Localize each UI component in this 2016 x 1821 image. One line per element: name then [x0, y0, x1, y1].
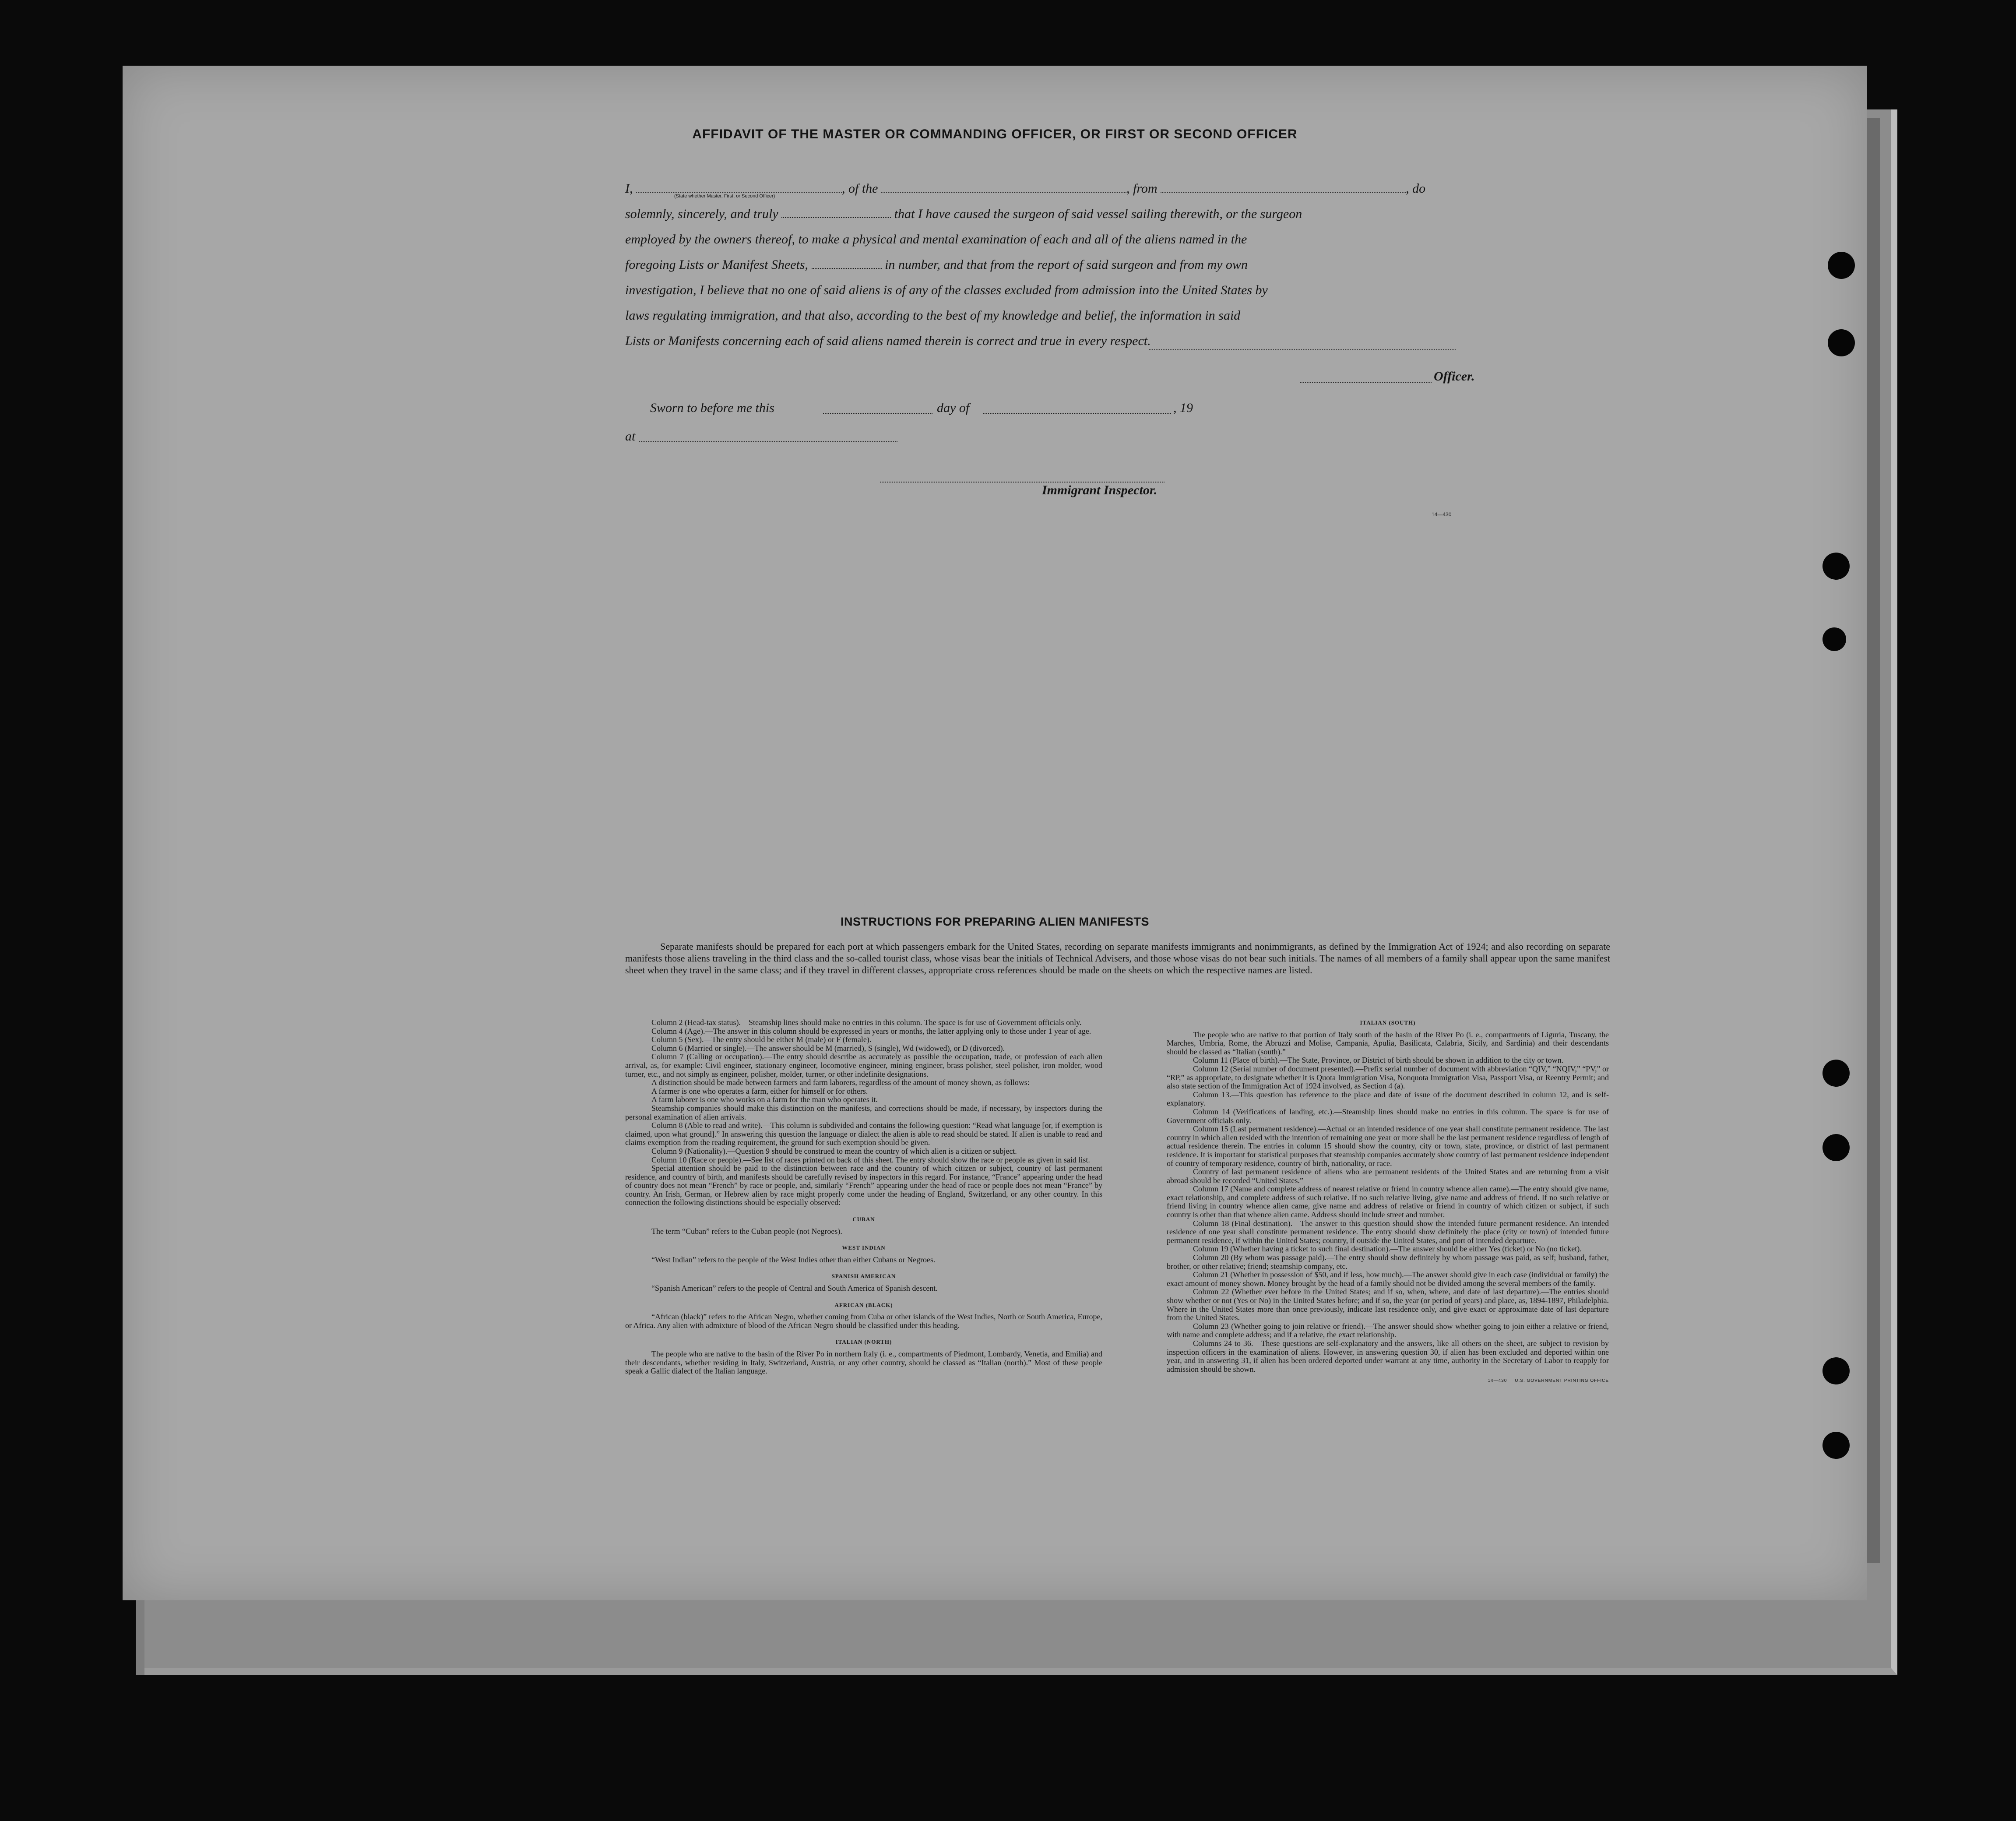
binder-hole [1822, 1357, 1850, 1384]
sworn-month-line[interactable] [983, 413, 1171, 414]
affidavit-line4a: foregoing Lists or Manifest Sheets, [625, 257, 809, 272]
affidavit-line6: laws regulating immigration, and that also, according to the best of my knowledge and belief, the information in said [625, 308, 1241, 323]
footer-printer: U.S. GOVERNMENT PRINTING OFFICE [1515, 1378, 1609, 1384]
port-from-blank[interactable] [1161, 181, 1406, 193]
instructions-left-column [625, 1018, 1102, 1376]
vessel-name-blank[interactable] [881, 181, 1126, 193]
binder-hole [1822, 553, 1850, 580]
instructions-right-column [1167, 1018, 1609, 1385]
affidavit-text [625, 176, 1610, 354]
binder-hole [1822, 627, 1846, 651]
footer-form-number: 14—430 [1488, 1378, 1507, 1384]
cuban-heading: CUBAN [852, 1216, 875, 1223]
instruction-paragraph: Column 4 (Age).—The answer in this column should be expressed in years or months, the latter applying only to those under 1 year of age. [651, 1026, 1091, 1036]
affidavit-line4b: in number, and that from the report of said surgeon and from my own [885, 257, 1248, 272]
affidavit-i: I, [625, 181, 633, 196]
instruction-paragraph: A distinction should be made between farmers and farm laborers, regardless of the amount of money shown, as follows: [651, 1078, 1030, 1087]
instruction-paragraph: Column 19 (Whether having a ticket to such final destination).—The answer should be either Yes (ticket) or No (no ticket). [1193, 1244, 1582, 1254]
spanish-american-heading: SPANISH AMERICAN [831, 1273, 896, 1280]
sworn-day-of: day of [937, 401, 970, 415]
west-indian-heading: WEST INDIAN [842, 1244, 886, 1251]
sheet-edge [1867, 118, 1880, 1563]
instruction-paragraph: A farmer is one who operates a farm, either for himself or for others. [651, 1086, 868, 1095]
instruction-paragraph: A farm laborer is one who works on a farm for the man who operates it. [651, 1095, 878, 1104]
binder-hole [1828, 329, 1855, 356]
oath-blank[interactable] [781, 207, 891, 218]
italian-north-heading: ITALIAN (NORTH) [835, 1338, 892, 1345]
instructions-intro: Separate manifests should be prepared for each port at which passengers embark for the United States, recording on separate manifests immigrants and nonimmigrants, as defined by the Immigration Act of 1924; and also recording on separate manifests those aliens traveling in the third class and the so-called tourist class, whose visas bear the initials of Technical Advisers, and those whose visas do not bear such initials. The names of all members of a family shall appear upon the same manifest sheet when they travel in the same class; and if they travel in different classes, appropriate cross references should be made on the sheets on which the respective names are listed. [625, 941, 1610, 976]
instruction-paragraph: Column 23 (Whether going to join relative or friend).—The answer should show whether going to join either a relative or friend, with name and complete address; and if a relative, the exact relationship. [1167, 1321, 1609, 1339]
instruction-paragraph: Column 13.—This question has reference to the place and date of issue of the document described in column 12, and is self-explanatory. [1167, 1090, 1609, 1108]
instruction-paragraph: Column 21 (Whether in possession of $50, and if less, how much).—The answer should give in each case (individual or family) the exact amount of money shown. Money brought by the head of a family should not be divided among the several members of the family. [1167, 1270, 1609, 1288]
affidavit-line5: investigation, I believe that no one of said aliens is of any of the classes excluded from admission into the United States by [625, 283, 1268, 297]
inspector-label: Immigrant Inspector. [1042, 483, 1158, 497]
instruction-paragraph: Column 17 (Name and complete address of nearest relative or friend in country whence alien came).—The entry should give name, exact relationship, and complete address of such relative. If no such relative living, give name and address of friend. If no such relative or friend living in country whence alien came, give name and address of relative or friend in country of which citizen or subject, if such country is other than that whence alien came. Address should include street and number. [1167, 1184, 1609, 1219]
sworn-year: , 19 [1173, 401, 1193, 415]
instruction-paragraph: Column 14 (Verifications of landing, etc.).—Steamship lines should make no entries in this column. The space is for use of Government officials only. [1167, 1107, 1609, 1125]
affidavit-of-the: , of the [842, 181, 878, 196]
cuban-text: The term “Cuban” refers to the Cuban people (not Negroes). [651, 1226, 842, 1236]
instruction-paragraph: Column 10 (Race or people).—See list of races printed on back of this sheet. The entry should show the race or people as given in said list. [651, 1155, 1090, 1164]
instruction-paragraph: Column 20 (By whom was passage paid).—The entry should show definitely by whom passage was paid, as self; husband, father, brother, or other relative; friend; steamship company, etc. [1167, 1253, 1609, 1271]
instruction-paragraph: The people who are native to that portion of Italy south of the basin of the River Po (i. e., compartments of Liguria, Tuscany, the Marches, Umbria, Rome, the Abruzzi and Molise, Campania, Apulia, Basilicata, Calabria, Sicily, and Sardinia) and their descendants should be classed as “Italian (south).” [1167, 1030, 1609, 1056]
instruction-paragraph: Column 8 (Able to read and write).—This column is subdivided and contains the following question: “Read what language [or, if exemption is claimed, upon what ground].” In answering this question the language or dialect the alien is able to read should be stated. If alien is unable to read and claims exemption from the reading requirement, the ground for such exemption should be given. [625, 1121, 1102, 1147]
signature-line[interactable] [1149, 349, 1456, 350]
instruction-paragraph: Column 5 (Sex).—The entry should be either M (male) or F (female). [651, 1035, 872, 1044]
instruction-paragraph: Special attention should be paid to the distinction between race and the country of which citizen or subject, country of last permanent residence, and country of birth, and manifests should be carefully revised by inspectors in this regard. For instance, “France” appearing under the head of country does not mean “French” by race or people, and, similarly “French” appearing under the head of race or people does not mean “France” by country. An Irish, German, or Hebrew alien by race might properly come under the heading of England, Switzerland, or any other country. In this connection the following distinctions should be especially observed: [625, 1164, 1102, 1207]
instruction-paragraph: Column 12 (Serial number of document presented).—Prefix serial number of document with abbreviation “QIV,” “NQIV,” “PV,” or “RP,” as appropriate, to designate whether it is Quota Immigration Visa, Nonquota Immigration Visa, Passport Visa, or Reentry Permit; and also state section of the Immigration Act of 1924 involved, as Section 4 (a). [1167, 1064, 1609, 1091]
sheet-count-blank[interactable] [812, 257, 882, 269]
instruction-paragraph: Column 11 (Place of birth).—The State, Province, or District of birth should be shown in addition to the city or town. [1193, 1056, 1564, 1065]
instruction-paragraph: Column 15 (Last permanent residence).—Actual or an intended residence of one year shall constitute permanent residence. The last country in which alien resided with the intention of remaining one year or more shall be the last permanent residence regardless of length of actual residence therein. The entries in column 15 should show the country, city or town, state, province, or district of last permanent residence. It is important for statistical purposes that steamship companies accurately show country of last permanent residence independent of country of temporary residence, country of birth, nationality, or race. [1167, 1124, 1609, 1168]
instruction-paragraph: Column 9 (Nationality).—Question 9 should be construed to mean the country of which alien is a citizen or subject. [651, 1146, 1017, 1155]
form-number: 14—430 [1432, 511, 1452, 518]
affidavit-line2b: that I have caused the surgeon of said vessel sailing therewith, or the surgeon [894, 207, 1302, 221]
page-footer [1167, 1375, 1609, 1385]
affidavit-line7: Lists or Manifests concerning each of said aliens named therein is correct and true in every respect. [625, 334, 1151, 348]
instruction-paragraph: Column 7 (Calling or occupation).—The entry should describe as accurately as possible the occupation, trade, or profession of each alien arrival, as, for example: Civil engineer, stationary engineer, locomotive engineer, mining engineer, brass polisher, steel polisher, iron molder, wood turner, etc., and not simply as engineer, polisher, molder, turner, or other indefinite designations. [625, 1052, 1102, 1078]
officer-label: Officer. [1434, 369, 1475, 384]
african-heading: AFRICAN (BLACK) [834, 1301, 893, 1308]
manifest-page [123, 66, 1867, 1600]
sworn-label: Sworn to before me this [650, 401, 774, 415]
affidavit-title: AFFIDAVIT OF THE MASTER OR COMMANDING OFFICER, OR FIRST OR SECOND OFFICER [692, 127, 1298, 141]
affidavit-do: , do [1406, 181, 1426, 196]
officer-rank-note: (State whether Master, First, or Second Officer) [674, 194, 775, 199]
binder-hole [1828, 252, 1855, 279]
sworn-day-line[interactable] [823, 413, 932, 414]
instructions-title: INSTRUCTIONS FOR PREPARING ALIEN MANIFESTS [840, 915, 1150, 928]
west-indian-text: “West Indian” refers to the people of the West Indies other than either Cubans or Negroes. [651, 1255, 936, 1264]
inspector-signature-line[interactable] [880, 482, 1165, 483]
officer-title-line[interactable] [1300, 382, 1432, 383]
instruction-paragraph: Column 6 (Married or single).—The answer should be M (married), S (single), Wd (widowed), or D (divorced). [651, 1043, 1005, 1053]
instruction-paragraph: Column 18 (Final destination).—The answer to this question should show the intended future permanent residence. An intended residence of one year shall constitute permanent residence. The entry should show definitely the place (city or town) of intended future permanent residence, if within the United States; country, if outside the United States, and port of intended departure. [1167, 1219, 1609, 1245]
instruction-paragraph: Column 2 (Head-tax status).—Steamship lines should make no entries in this column. The space is for use of Government officials only. [651, 1018, 1082, 1027]
at-label: at [625, 429, 636, 444]
instruction-paragraph: Country of last permanent residence of aliens who are permanent residents of the United States and are returning from a visit abroad should be recorded “United States.” [1167, 1167, 1609, 1185]
affidavit-line2a: solemnly, sincerely, and truly [625, 207, 778, 221]
officer-name-blank[interactable] [636, 181, 842, 193]
affidavit-from: , from [1126, 181, 1158, 196]
italian-north-text: The people who are native to the basin of the River Po in northern Italy (i. e., compartments of Piedmont, Lombardy, Venetia, and Emilia) and their descendants, whether residing in Italy, Switzerland, Austria, or any other country, should be classed as “Italian (north).” Most of these people speak a Gallic dialect of the Italian language. [625, 1349, 1102, 1376]
binder-hole [1822, 1134, 1850, 1161]
italian-south-heading: ITALIAN (SOUTH) [1360, 1019, 1416, 1026]
sworn-place-line[interactable] [639, 441, 897, 442]
binder-hole [1822, 1060, 1850, 1087]
instruction-paragraph: Column 22 (Whether ever before in the United States; and if so, when, where, and date of last departure).—The entries should show whether or not (Yes or No) in the United States before; and if so, the year (or period of years) and place, as, 1894-1897, Philadelphia. Where in the United States more than once previously, indicate last residence only, and give exact or approximate date of last departure from the United States. [1167, 1287, 1609, 1322]
spanish-american-text: “Spanish American” refers to the people of Central and South America of Spanish descent. [651, 1284, 938, 1293]
instruction-paragraph: Columns 24 to 36.—These questions are self-explanatory and the answers, like all others on the sheet, are subject to revision by inspection officers in the examination of aliens. However, in answering question 30, if alien has been excluded and deported within one year, and in answering 31, if alien has been ordered deported under warrant at any time, authority in the Secretary of Labor to reapply for admission should be shown. [1167, 1338, 1609, 1374]
african-text: “African (black)” refers to the African Negro, whether coming from Cuba or other islands of the West Indies, North or South America, Europe, or Africa. Any alien with admixture of blood of the African Negro should be classified under this heading. [625, 1312, 1102, 1330]
instruction-paragraph: Steamship companies should make this distinction on the manifests, and corrections should be made, if necessary, by inspectors during the personal examination of alien arrivals. [625, 1103, 1102, 1121]
binder-hole [1822, 1432, 1850, 1459]
affidavit-line3: employed by the owners thereof, to make a physical and mental examination of each and all of the aliens named in the [625, 232, 1247, 247]
